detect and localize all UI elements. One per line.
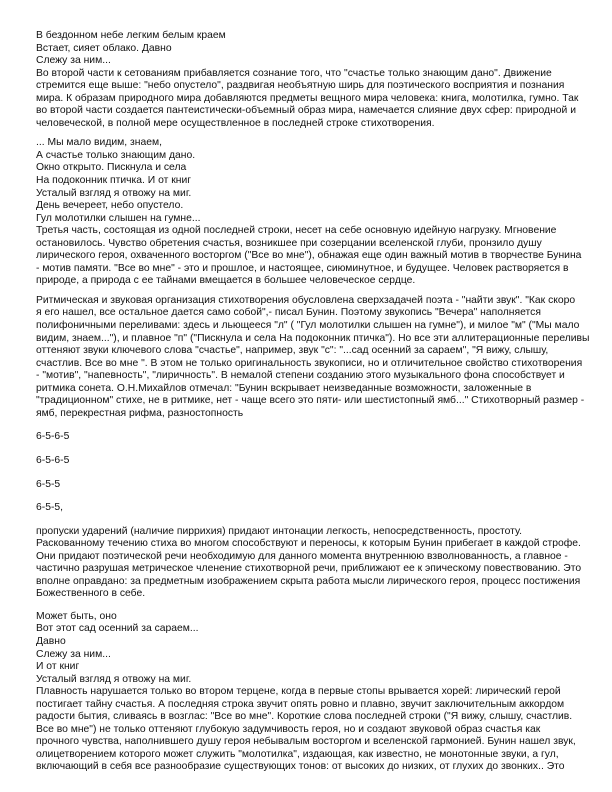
poem-excerpt-2 [36,137,577,225]
text-line: лирического героя, охваченного восторгом ("Все во мне"), обнажая еще один важный мотив в творчестве Бунина [36,250,582,262]
text-line: - "мотив", "напевность", "лиричность". В немалой степени созданию этого музыкального фона способствует и [36,370,565,382]
text-line: полифоничными переливами: здесь и льющееся "л" ( "Гул молотилки слышен на гумне"), и милое "м" ("Мы мало [36,320,580,332]
text-line: Третья часть, состоящая из одной последней строки, несет на себе основную идейную нагрузку. Мгновение [36,225,557,237]
poem-line: Гул молотилки слышен на гумне... [36,212,201,224]
text-line: счастлив. Все во мне ". В этом не только оригинальность звукописи, но и отличительное свойство стихотворения [36,357,583,369]
spacer [36,468,577,479]
poem-line: День вечереет, небо опустело. [36,200,184,212]
meter-scheme: 6-5-5, [36,502,64,514]
poem-line: Вот этот сад осенний за сараем... [36,623,199,635]
poem-line: На подоконник птичка. И от книг [36,175,191,187]
text-line: видим, знаем..."), и плавное "п" ("Пискнула и села На подоконник птичка"). Но все эти аллитерационные переливы [36,332,590,344]
text-line: природе, а природа с ее тайнами вмещается в большее человеческое сердце. [36,275,416,287]
text-line: Плавность нарушается только во втором терцене, когда в первые стопы врывается хорей: лирический герой [36,686,561,698]
text-line: Раскованному течению стиха во многом способствуют и переносы, к которым Бунин прибегает в каждой строфе. [36,538,581,550]
spacer [36,130,577,137]
text-line: мира. К образам природного мира добавляются предметы вещного мира человека: книга, молотилка, гумно. Так [36,92,579,104]
document-page [36,30,590,774]
text-line: во второй части создается пантеистически-объемный образ мира, намечается слияние двух сфер: природной и [36,105,576,117]
paragraph-4 [36,525,582,601]
poem-line: Усталый взгляд я отвожу на миг. [36,673,192,685]
meter-scheme: 6-5-6-5 [36,454,70,466]
paragraph-3 [36,294,590,420]
paragraph-1 [36,68,577,131]
text-line: Божественного в себе. [36,588,146,600]
spacer [36,491,577,502]
text-line: - мотив памяти. "Все во мне" - это и прошлое, и настоящее, сиюминутное, и будущее. Человек растворяется в [36,262,569,274]
text-line: оттеняют звуки ключевого слова "счастье", например, звук "с": "...сад осенний за сараем", "Я вижу, слышу, [36,345,549,357]
meter-scheme: 6-5-6-5 [36,431,70,443]
text-line: ритмика сонета. О.Н.Михайлов отмечал: "Бунин вскрывает неизведанные возможности, заложенные в [36,382,532,394]
text-line: пропуски ударений (наличие пиррихия) придают интонации легкость, непосредственность, простоту. [36,525,523,537]
poem-excerpt-1 [36,30,577,68]
poem-excerpt-3 [36,611,577,686]
meter-scheme: 6-5-5 [36,478,61,490]
poem-line: И от книг [36,661,80,673]
text-line: олицетворением которого может служить "молотилка", издающая, как известно, не монотонные звуки, а гул, [36,748,559,760]
text-line: вполне оправдано: за предметным изображением скрыта работа мысли лирического героя, процесс постижения [36,575,581,587]
text-line: Они придают поэтической речи необходимую для данного момента внутреннюю взволнованность, а главное - [36,550,568,562]
poem-line: В бездонном небе легким белым краем [36,30,226,41]
text-line: постигает тайну счастья. А последняя строка звучит опять ровно и плавно, звучит заключительным аккордом [36,698,565,710]
text-line: включающий в себя все разнообразие существующих тонов: от высоких до низких, от глухих до звонких.. Это [36,761,565,773]
text-line: я его нашел, все остальное дается само собой",- писал Бунин. Поэтому звукопись "Вечера" наполняется [36,307,541,319]
text-line: радости бытия, сливаясь в возглас: "Все во мне". Короткие слова последней строки ("Я вижу, слышу, счастлив. [36,711,573,723]
poem-line: Может быть, оно [36,610,117,622]
spacer [36,515,577,526]
poem-line: А счастье только знающим дано. [36,149,196,161]
poem-line: ... Мы мало видим, знаем, [36,137,162,149]
poem-line: Слежу за ним... [36,648,111,660]
poem-line: Слежу за ним... [36,55,111,67]
text-line: Все во мне") не только оттеняют глубокую задумчивость героя, но и создают звуковой образ счастья как [36,723,541,735]
paragraph-5 [36,686,577,774]
spacer [36,288,577,295]
text-line: частично разрушая метрическое членение стихотворной речи, приближают ее к эпическому повествованию. Это [36,563,582,575]
spacer [36,601,577,611]
text-line: человеческой, в полной мере осуществленное в последней строке стихотворения. [36,117,435,129]
poem-line: Давно [36,635,66,647]
poem-line: Окно открыто. Пискнула и села [36,162,187,174]
spacer [36,420,577,431]
text-line: "традиционном" стихе, не в ритмике, нет - чаще всего это пяти- или шестистопный ямб..." Стихотворный размер - [36,395,585,407]
spacer [36,444,577,455]
text-line: стремится еще выше: "небо опустело", раздвигая необъятную ширь для поэтического восприятия и познания [36,80,565,92]
text-line: Ритмическая и звуковая организация стихотворения обусловлена сверхзадачей поэта - "найти звук". "Как скоро [36,294,576,306]
text-line: Во второй части к сетованиям прибавляется сознание того, что "счастье только знающим дано". Движение [36,67,552,79]
text-line: остановилось. Чувство обретения счастья, возникшее при созерцании вселенской глуби, пронзило душу [36,237,542,249]
text-line: прочного чувства, наполнившего душу героя небывалым восторгом и вселенской гармонией. Бунин нашел звук, [36,736,576,748]
poem-line: Усталый взгляд я отвожу на миг. [36,187,192,199]
poem-line: Встает, сияет облако. Давно [36,42,172,54]
paragraph-2 [36,225,582,288]
text-line: ямб, перекрестная рифма, разностопность [36,407,244,419]
